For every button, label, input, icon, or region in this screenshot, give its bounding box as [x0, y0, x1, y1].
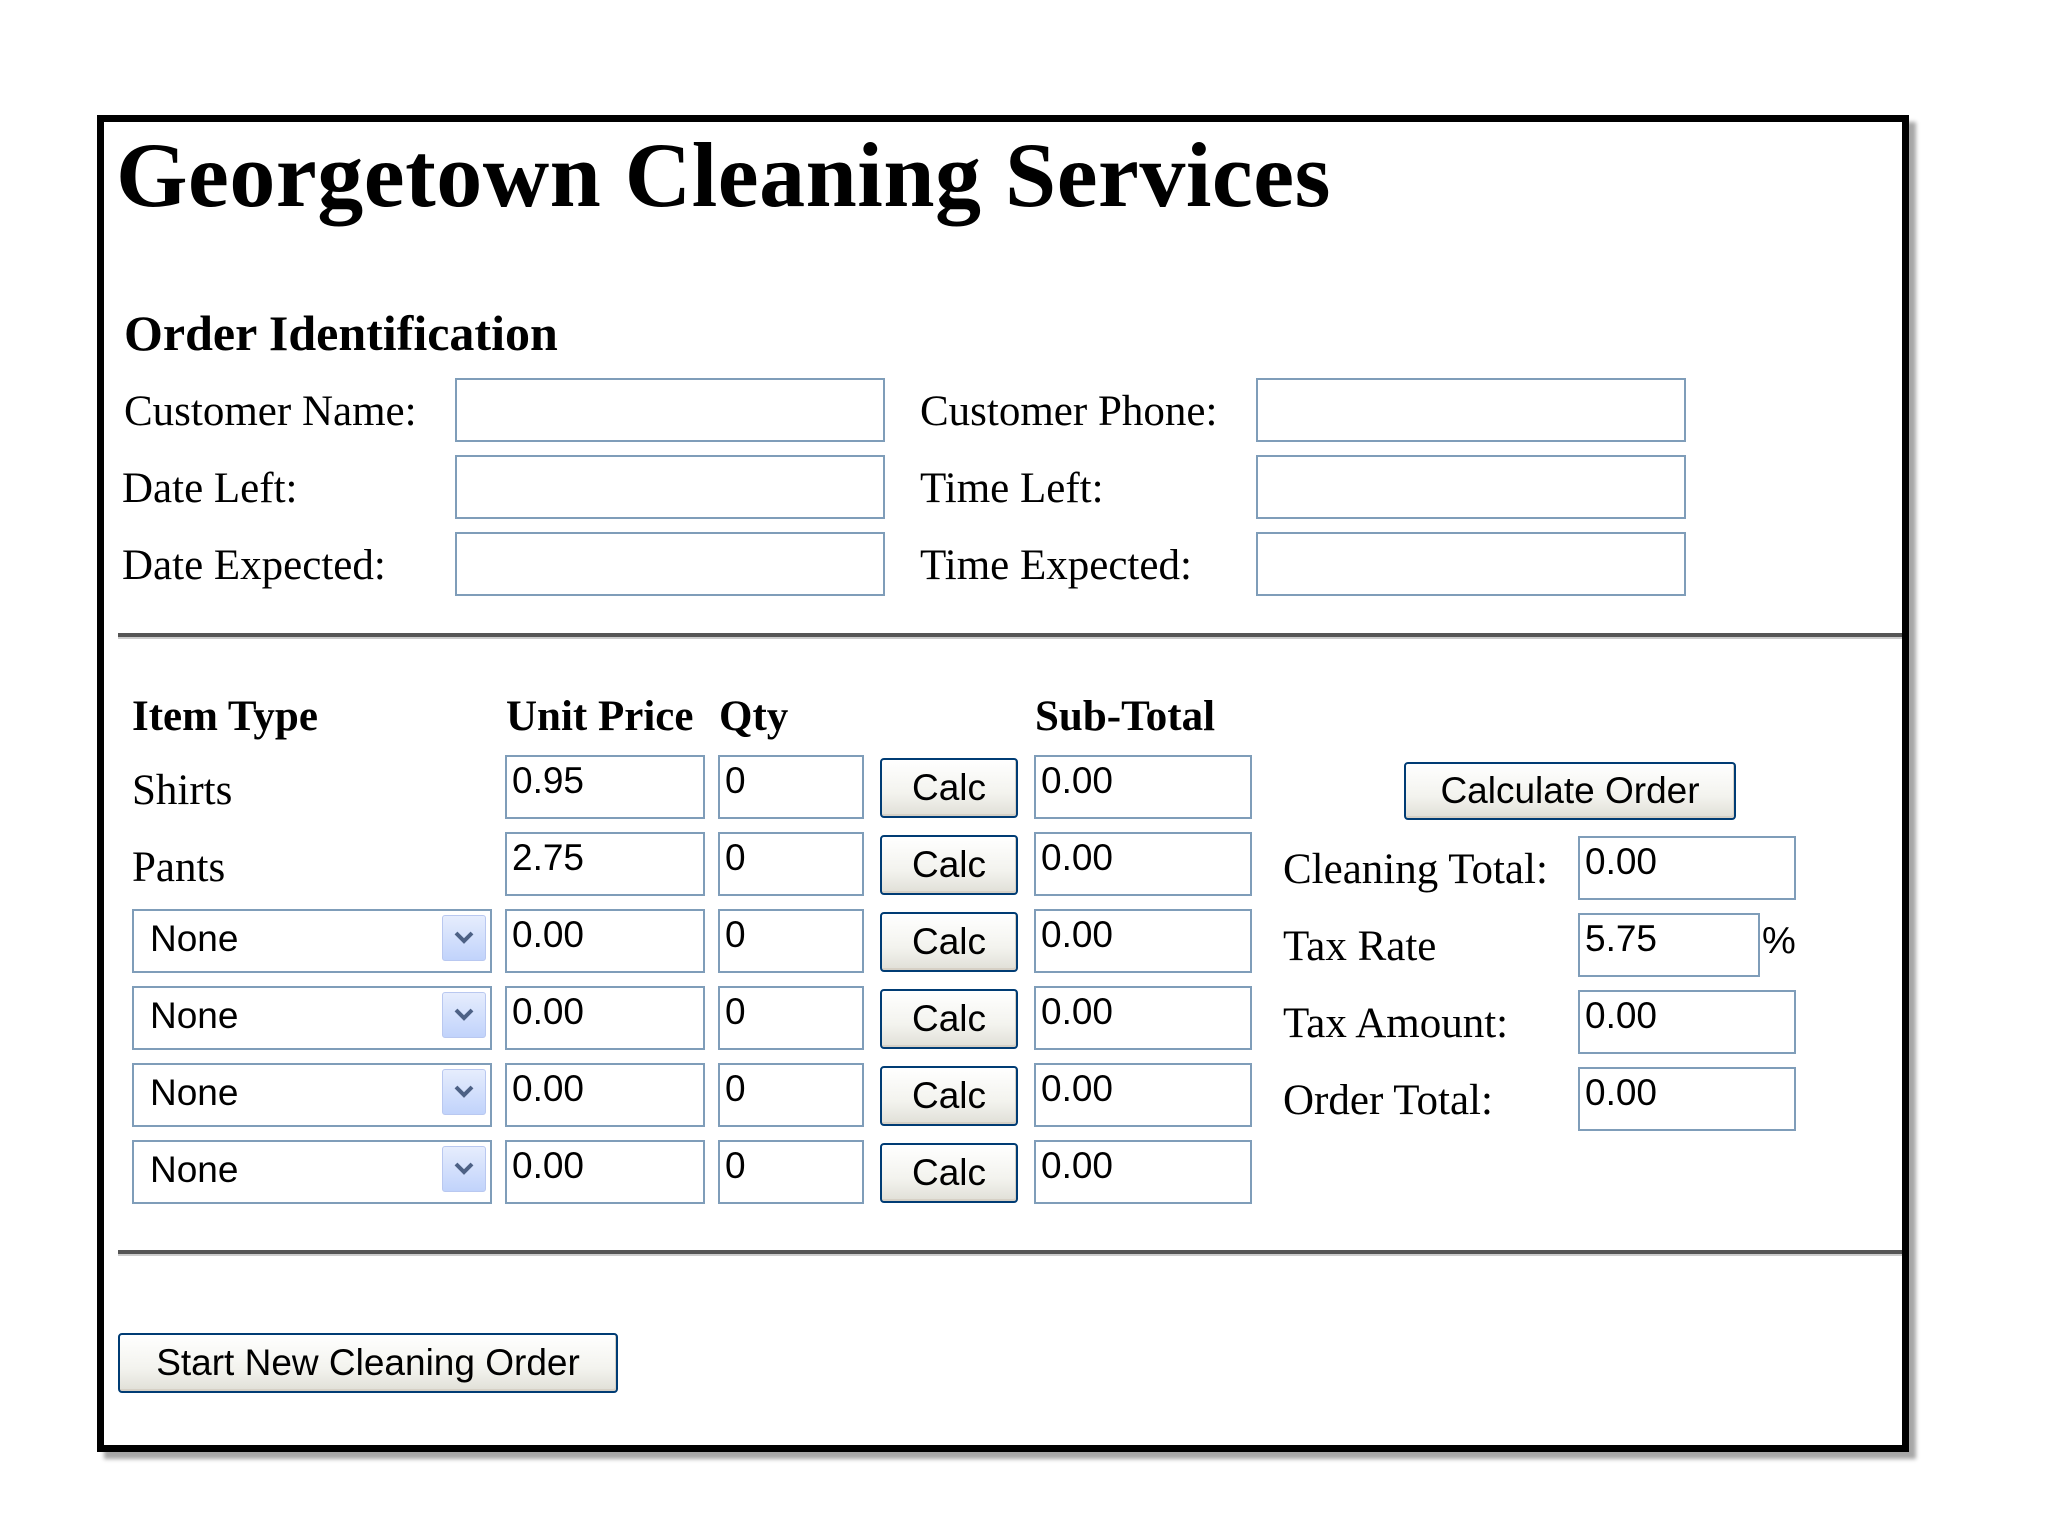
order-identification-heading: Order Identification: [124, 305, 558, 361]
cleaning-total-label: Cleaning Total:: [1283, 846, 1548, 893]
qty-input[interactable]: [718, 1140, 864, 1204]
date-expected-input[interactable]: [455, 532, 885, 596]
calculate-order-button[interactable]: Calculate Order: [1404, 762, 1736, 820]
sub-total-value: 0.00: [1041, 1068, 1114, 1109]
unit-price-input[interactable]: [505, 909, 705, 973]
tax-amount-label: Tax Amount:: [1283, 1000, 1509, 1047]
unit-price-input[interactable]: [505, 986, 705, 1050]
sub-total-value: 0.00: [1041, 760, 1114, 801]
unit-price-value: 0.00: [512, 1145, 585, 1186]
calc-button[interactable]: Calc: [880, 758, 1018, 818]
item-type-select-value: None: [150, 1072, 239, 1113]
qty-input[interactable]: [718, 909, 864, 973]
qty-input[interactable]: [718, 986, 864, 1050]
item-type-header: Item Type: [132, 693, 318, 740]
customer-name-label: Customer Name:: [124, 388, 417, 435]
sub-total-value: 0.00: [1041, 1145, 1114, 1186]
tax-rate-input[interactable]: [1578, 913, 1760, 977]
sub-total-value: 0.00: [1041, 837, 1114, 878]
item-type-select[interactable]: [132, 1140, 492, 1204]
sub-total-field[interactable]: [1034, 1063, 1252, 1127]
time-expected-input[interactable]: [1256, 532, 1686, 596]
calc-button[interactable]: Calc: [880, 1066, 1018, 1126]
calc-button[interactable]: Calc: [880, 1143, 1018, 1203]
calc-button[interactable]: Calc: [880, 989, 1018, 1049]
sub-total-field[interactable]: [1034, 755, 1252, 819]
unit-price-input[interactable]: [505, 1140, 705, 1204]
unit-price-value: 0.00: [512, 914, 585, 955]
unit-price-header: Unit Price: [506, 693, 694, 740]
qty-header: Qty: [719, 693, 789, 740]
sub-total-field[interactable]: [1034, 832, 1252, 896]
tax-rate-percent: %: [1762, 920, 1796, 962]
qty-input[interactable]: [718, 755, 864, 819]
item-type-select-value: None: [150, 995, 239, 1036]
calc-button[interactable]: Calc: [880, 835, 1018, 895]
qty-value: 0: [725, 991, 746, 1032]
section-divider-bottom: [118, 1250, 1902, 1256]
date-left-input[interactable]: [455, 455, 885, 519]
time-left-label: Time Left:: [920, 465, 1104, 512]
tax-rate-value: 5.75: [1585, 918, 1658, 959]
customer-name-input[interactable]: [455, 378, 885, 442]
item-type-select[interactable]: [132, 909, 492, 973]
start-new-order-button[interactable]: Start New Cleaning Order: [118, 1333, 618, 1393]
date-left-label: Date Left:: [122, 465, 298, 512]
qty-value: 0: [725, 1145, 746, 1186]
qty-value: 0: [725, 837, 746, 878]
order-total-value: 0.00: [1585, 1072, 1658, 1113]
sub-total-field[interactable]: [1034, 909, 1252, 973]
chevron-down-icon[interactable]: [442, 1069, 486, 1115]
qty-value: 0: [725, 914, 746, 955]
time-expected-label: Time Expected:: [920, 542, 1192, 589]
sub-total-field[interactable]: [1034, 1140, 1252, 1204]
tax-amount-value: 0.00: [1585, 995, 1658, 1036]
cleaning-total-field[interactable]: [1578, 836, 1796, 900]
unit-price-value: 0.00: [512, 991, 585, 1032]
section-divider-top: [118, 633, 1902, 639]
chevron-down-icon[interactable]: [442, 1146, 486, 1192]
item-type-select[interactable]: [132, 1063, 492, 1127]
sub-total-value: 0.00: [1041, 914, 1114, 955]
qty-value: 0: [725, 1068, 746, 1109]
unit-price-input[interactable]: [505, 832, 705, 896]
unit-price-value: 0.00: [512, 1068, 585, 1109]
unit-price-value: 0.95: [512, 760, 585, 801]
chevron-down-icon[interactable]: [442, 992, 486, 1038]
tax-amount-field[interactable]: [1578, 990, 1796, 1054]
sub-total-header: Sub-Total: [1035, 693, 1216, 740]
customer-phone-label: Customer Phone:: [920, 388, 1218, 435]
chevron-down-icon[interactable]: [442, 915, 486, 961]
customer-phone-input[interactable]: [1256, 378, 1686, 442]
item-type-pants: Pants: [132, 844, 226, 891]
time-left-input[interactable]: [1256, 455, 1686, 519]
qty-input[interactable]: [718, 1063, 864, 1127]
order-total-field[interactable]: [1578, 1067, 1796, 1131]
page-title: Georgetown Cleaning Services: [116, 124, 1331, 226]
date-expected-label: Date Expected:: [122, 542, 386, 589]
item-type-select[interactable]: [132, 986, 492, 1050]
qty-value: 0: [725, 760, 746, 801]
order-total-label: Order Total:: [1283, 1077, 1493, 1124]
item-type-select-value: None: [150, 1149, 239, 1190]
unit-price-value: 2.75: [512, 837, 585, 878]
qty-input[interactable]: [718, 832, 864, 896]
cleaning-total-value: 0.00: [1585, 841, 1658, 882]
item-type-select-value: None: [150, 918, 239, 959]
sub-total-field[interactable]: [1034, 986, 1252, 1050]
unit-price-input[interactable]: [505, 1063, 705, 1127]
sub-total-value: 0.00: [1041, 991, 1114, 1032]
tax-rate-label: Tax Rate: [1283, 923, 1437, 970]
unit-price-input[interactable]: [505, 755, 705, 819]
item-type-shirts: Shirts: [132, 767, 233, 814]
calc-button[interactable]: Calc: [880, 912, 1018, 972]
